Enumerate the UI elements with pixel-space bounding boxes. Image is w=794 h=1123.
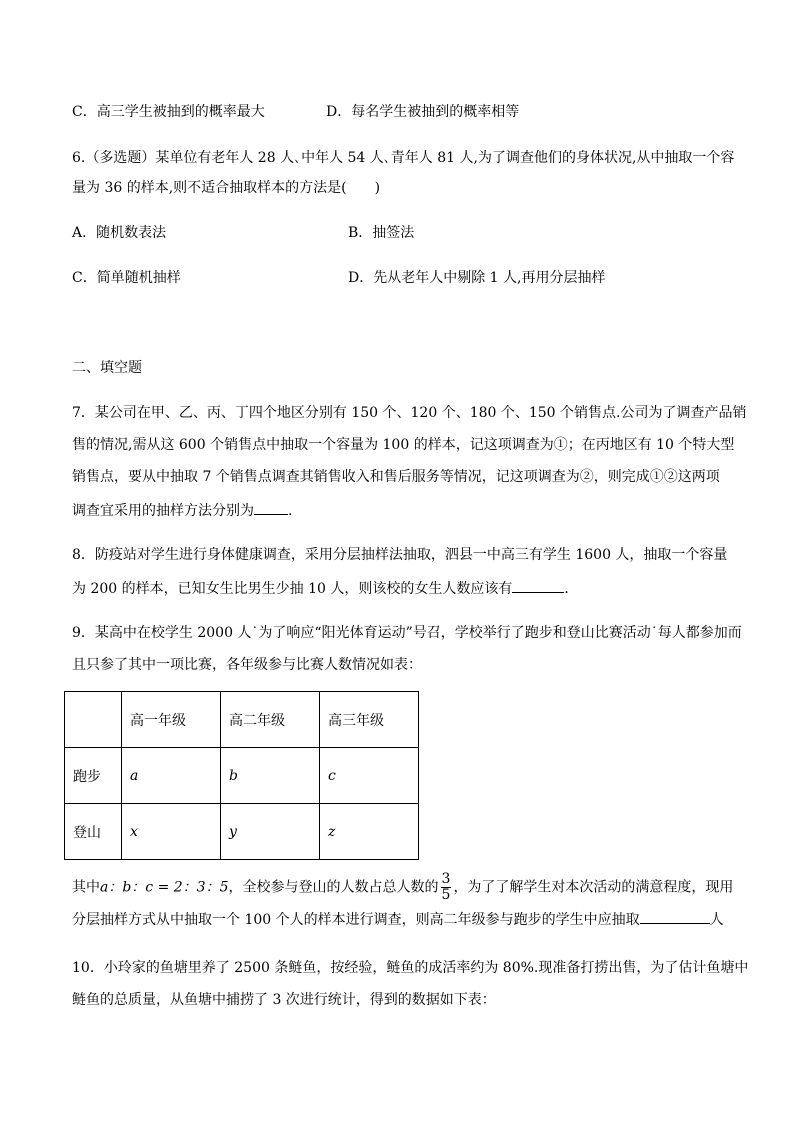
q9-after2-text: 分层抽样方式从中抽取一个 100 个人的样本进行调查，则高二年级参与跑步的学生中应抽取 <box>72 912 640 928</box>
q9-after2-end: 人 <box>709 912 724 928</box>
table-cell: x <box>122 804 221 860</box>
q6-option-d: D．先从老年人中剔除 1 人,再用分层抽样 <box>348 270 606 286</box>
section-title: 二、填空题 <box>72 360 142 376</box>
table-header-cell <box>65 692 122 748</box>
table-cell: y <box>221 804 320 860</box>
fraction-denominator: 5 <box>441 887 451 903</box>
q9-after-mid: ，全校参与登山的人数占总人数的 <box>228 879 439 896</box>
q10-text-line2: 鲢鱼的总质量，从鱼塘中捕捞了 3 次进行统计，得到的数据如下表： <box>72 992 496 1008</box>
table-cell: z <box>320 804 419 860</box>
q5-option-c: C．高三学生被抽到的概率最大 <box>72 104 265 120</box>
q8-answer-blank[interactable] <box>512 577 564 593</box>
q9-after-line1 <box>72 872 733 903</box>
q7-text-line2: 售的情况,需从这 600 个销售点中抽取一个容量为 100 的样本，记这项调查为①；在丙地区有 10 个特大型 <box>72 437 735 453</box>
participation-table <box>64 691 419 860</box>
q10-text-line1: 10．小玲家的鱼塘里养了 2500 条鲢鱼，按经验，鲢鱼的成活率约为 80%.现准备打捞出售，为了估计鱼塘中 <box>72 960 749 976</box>
table-header-cell: 高三年级 <box>320 692 419 748</box>
fraction <box>441 872 452 903</box>
q8-text-line2 <box>72 577 578 599</box>
table-cell: b <box>221 748 320 804</box>
q5-option-d: D．每名学生被抽到的概率相等 <box>326 104 520 120</box>
table-cell: a <box>122 748 221 804</box>
q8-line2-text: 为 200 的样本，已知女生比男生少抽 10 人，则该校的女生人数应该有 <box>72 581 513 597</box>
q9-text-line1: 9．某高中在校学生 2000 人˙为了响应“阳光体育运动”号召，学校举行了跑步和登山比赛活动˙每人都参加而 <box>72 625 742 641</box>
table-header-cell: 高二年级 <box>221 692 320 748</box>
q9-answer-blank[interactable] <box>640 908 710 924</box>
q7-text-line1: 7．某公司在甲、乙、丙、丁四个地区分别有 150 个、120 个、180 个、150 个销售点.公司为了调查产品销 <box>72 405 747 421</box>
q6-option-a: A．随机数表法 <box>72 225 167 241</box>
q6-option-c: C．简单随机抽样 <box>72 270 181 286</box>
fraction-numerator: 3 <box>441 871 451 887</box>
q9-after-line2 <box>72 908 724 930</box>
table-row-label: 跑步 <box>65 748 122 804</box>
q7-line4-end: . <box>288 503 293 519</box>
q7-answer-blank[interactable] <box>254 499 288 515</box>
table-row <box>65 748 419 804</box>
q9-after-suffix: ，为了了解学生对本次活动的满意程度，现用 <box>453 879 734 896</box>
q9-after-prefix: 其中 <box>72 879 100 896</box>
q7-text-line3: 销售点，要从中抽取 7 个销售点调查其销售收入和售后服务等情况，记这项调查为②，则完成①②这两项 <box>72 469 720 485</box>
table-header-cell: 高一年级 <box>122 692 221 748</box>
q8-line2-end: ． <box>564 581 579 597</box>
q6-text-line2: 量为 36 的样本,则不适合抽取样本的方法是( ) <box>72 180 381 196</box>
q7-text-line4 <box>72 499 292 521</box>
q6-option-b: B．抽签法 <box>348 225 415 241</box>
q6-text-line1: 6.（多选题）某单位有老年人 28 人､中年人 54 人､青年人 81 人,为了调查他们的身体状况,从中抽取一个容 <box>72 150 735 166</box>
table-header-row <box>65 692 419 748</box>
q9-ratio: a：b：c = 2：3：5 <box>100 879 229 896</box>
q8-text-line1: 8．防疫站对学生进行身体健康调查，采用分层抽样法抽取，泗县一中高三有学生 1600 人，抽取一个容量 <box>72 547 728 563</box>
table-cell: c <box>320 748 419 804</box>
table-row-label: 登山 <box>65 804 122 860</box>
q7-line4-text: 调查宜采用的抽样方法分别为 <box>72 503 254 519</box>
q9-text-line2: 且只参了其中一项比赛，各年级参与比赛人数情况如表： <box>72 657 422 673</box>
table-row <box>65 804 419 860</box>
